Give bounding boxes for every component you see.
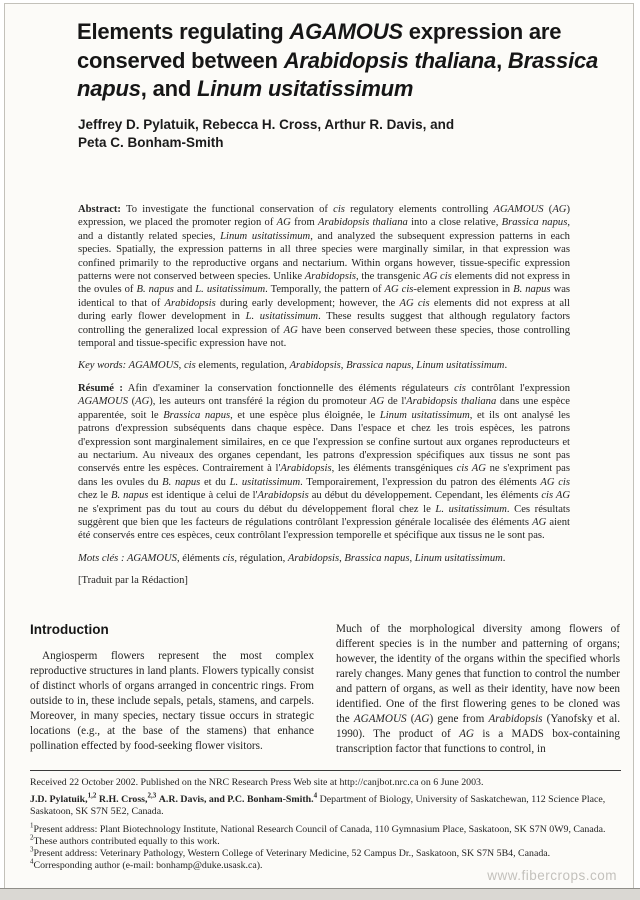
resume-paragraph: Résumé : Afin d'examiner la conservation fonctionnelle des éléments régulateurs cis contrôlant l'expression AGAMOUS (AG), les auteurs ont transféré la région du promoteur AG de l'Arabidopsis thaliana dans une espèce apparentée, soit le Brassica napus, et une espèce plus éloignée, le Linum usitatissimum, et ils ont analysé les patrons d'expression subséquents dans chaque espèce. Dans l'espace et chez les trois espèces, les patrons d'expression sont marginalement similaires, en ce que l'expression se confine surtout aux organes reproducteurs et au nectarium. Au niveaux des organes cependant, les patrons d'expression spécifiques aux tissus ne sont pas conservés entre les espèces. Contrairement à l'Arabidopsis, les éléments transgéniques cis AG ne s'expriment pas dans les ovules du B. napus et du L. usitatissimum. Temporairement, l'expression du patron des éléments AG cis chez le B. napus est identique à celui de l'Arabidopsis au début du développement. Cependant, les éléments cis AG ne s'expriment pas du tout au cours du début du développement floral chez le L. usitatissimum. Ces résultats suggèrent que bien que les facteurs de régulations contrôlant l'expression générale localisée des éléments AG aient été conservés entre ces espèces, ceux contrôlant l'expression temporelle et spécifique aux tissus ne le sont pas. — [78, 382, 570, 542]
abstract-paragraph: Abstract: To investigate the functional conservation of cis regulatory elements controlling AGAMOUS (AG) expression, we placed the promoter region of AG from Arabidopsis thaliana into a close relative, Brassica napus, and a distantly related species, Linum usitatissimum, and analyzed the subsequent expression patterns in each species. Spatially, the expression patterns in all three species were marginally similar, in that expression was confined primarily to the reproductive organs and nectarium. Within organs however, tissue-specific expression patterns were not conserved between species. Unlike Arabidopsis, the transgenic AG cis elements did not express in the ovules of B. napus and L. usitatissimum. Temporally, the pattern of AG cis-element expression in B. napus was identical to that of Arabidopsis during early development; however, the AG cis elements did not express at all during early flower development in L. usitatissimum. These results suggest that although regulatory factors controlling the generalized local expression of AG have been conserved between these species, those controlling temporal and tissue-specific expression have not. — [78, 204, 571, 350]
authors-line-2: Peta C. Bonham-Smith — [78, 135, 224, 150]
authors-line-1: Jeffrey D. Pylatuik, Rebecca H. Cross, Arthur R. Davis, and — [78, 117, 455, 132]
footnote-3: $^3$Present address: Veterinary Pathology, Western College of Veterinary Medicine, 52 Campus Dr., Saskatoon, SK S7N 5B4, Canada. — [30, 845, 551, 860]
footnote-4: $^4$Corresponding author (e-mail: bonhamp@duke.usask.ca). — [30, 857, 263, 872]
scan-bottom-edge — [0, 888, 640, 900]
footnote-1: $^1$Present address: Plant Biotechnology Institute, National Research Council of Canada, 110 Gymnasium Place, Saskatoon, SK S7N 0W9, Canada. — [30, 821, 606, 835]
introduction-heading: Introduction — [30, 622, 109, 637]
footnote-block — [30, 770, 621, 872]
affiliation-line: J.D. Pylatuik,$^{1,2}$ R.H. Cross,$^{2,3}$ A.R. Davis, and P.C. Bonham-Smith.$^4$ Department of Biology, University of Saskatchewan, 112 Science Place, Saskatoon, SK S7N 5E2, Canada. — [30, 791, 606, 818]
author-list — [78, 116, 454, 152]
article-title: Elements regulating AGAMOUS expression are conserved between Arabidopsis thaliana, Brassica napus, and Linum usitatissimum — [77, 19, 599, 101]
received-line: Received 22 October 2002. Published on the NRC Research Press Web site at http://canjbot.nrc.ca on 6 June 2003. — [30, 777, 484, 788]
footnote-2: $^2$These authors contributed equally to this work. — [30, 833, 220, 847]
keywords-line: Key words: AGAMOUS, cis elements, regulation, Arabidopsis, Brassica napus, Linum usitatissimum. — [78, 360, 508, 372]
intro-right-paragraph: Much of the morphological diversity among flowers of different species is in the number and patterning of organs; however, the identity of the organs within the specified whorls rarely changes. Many genes that function to control the number and pattern of organs, as well as their identity, have now been identified. One of the first flowering genes to be cloned was the AGAMOUS (AG) gene from Arabidopsis (Yanofsky et al. 1990). The product of AG is a MADS box-containing transcription factor that functions to control, in — [336, 623, 621, 755]
left-column — [30, 622, 314, 757]
article-page — [4, 3, 634, 900]
abstract-section — [78, 203, 570, 588]
right-column — [336, 622, 620, 757]
introduction-section — [30, 622, 620, 757]
fibercrops-watermark: www.fibercrops.com — [487, 868, 617, 883]
intro-left-paragraph: Angiosperm flowers represent the most complex reproductive structures in land plants. Flowers typically consist of distinct whorls of organs arranged in concentric rings. From outside to in, these include sepals, petals, stamens, and carpels. Moreover, in many species, nectary tissue occurs in strategic locations (e.g., at the base of the stamens) that enhance pollination effected by food-seeking flower visitors. — [30, 650, 314, 752]
traduit-note: [Traduit par la Rédaction] — [78, 575, 188, 587]
mots-cles-line: Mots clés : AGAMOUS, éléments cis, régulation, Arabidopsis, Brassica napus, Linum usitatissimum. — [78, 552, 506, 564]
